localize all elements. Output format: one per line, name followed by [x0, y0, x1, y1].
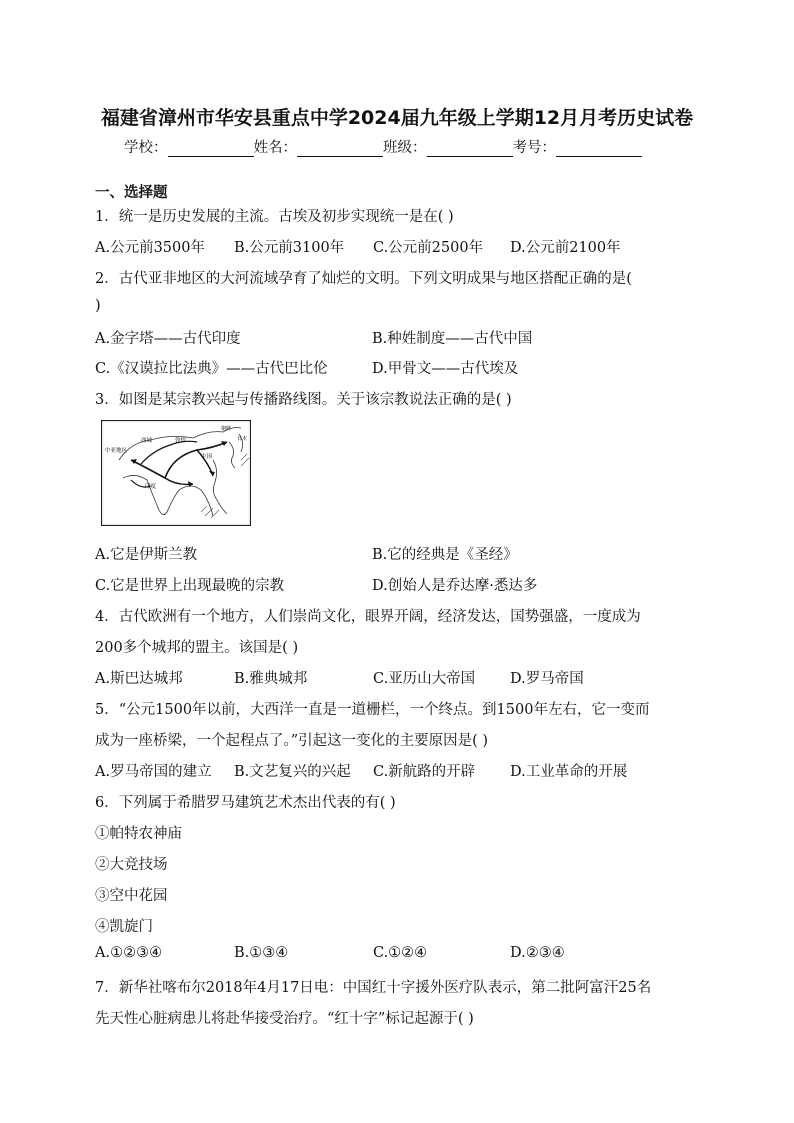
- q6-option-d[interactable]: D.②③④: [510, 945, 565, 961]
- q4-stem-line1: 4．古代欧洲有一个地方，人们崇尚文化，眼界开阔，经济发达，国势强盛，一度成为: [95, 609, 641, 625]
- q3-stem: 3．如图是某宗教兴起与传播路线图。关于该宗教说法正确的是( ): [95, 392, 512, 408]
- number-blank[interactable]: [556, 142, 642, 157]
- map-label-korea: 朝鲜: [221, 426, 232, 432]
- q6-item-2: ②大竞技场: [95, 857, 168, 873]
- q2-stem-line2: ): [95, 298, 101, 314]
- q5-option-b[interactable]: B.文艺复兴的兴起: [234, 764, 351, 780]
- q6-option-a[interactable]: A.①②③④: [95, 945, 163, 961]
- q7-stem-line1: 7．新华社喀布尔2018年4月17日电：中国红十字援外医疗队表示，第二批阿富汗25名: [95, 980, 652, 996]
- q6-option-b[interactable]: B.①③④: [234, 945, 289, 961]
- q5-stem-line2: 成为一座桥梁，一个起程点了。”引起这一变化的主要原因是( ): [95, 733, 489, 749]
- q6-item-4: ④凯旋门: [95, 919, 153, 935]
- school-blank[interactable]: [168, 142, 254, 157]
- map-label-india: 印度: [145, 484, 157, 490]
- q2-option-c[interactable]: C.《汉谟拉比法典》——古代巴比伦: [95, 361, 328, 377]
- section-heading: 一、选择题: [95, 185, 168, 201]
- q5-option-c[interactable]: C.新航路的开辟: [373, 764, 476, 780]
- q6-option-c[interactable]: C.①②④: [373, 945, 428, 961]
- q4-option-a[interactable]: A.斯巴达城邦: [95, 671, 183, 687]
- name-blank[interactable]: [297, 142, 383, 157]
- q1-option-c[interactable]: C.公元前2500年: [373, 240, 484, 256]
- q6-item-1: ①帕特农神庙: [95, 826, 182, 842]
- q2-stem-line1: 2．古代亚非地区的大河流域孕育了灿烂的文明。下列文明成果与地区搭配正确的是(: [95, 271, 632, 287]
- q7-stem-line2: 先天性心脏病患儿将赴华接受治疗。“红十字”标记起源于( ): [95, 1011, 474, 1027]
- q2-option-d[interactable]: D.甲骨文——古代埃及: [372, 361, 519, 377]
- map-label-dunhuang: 敦煌: [175, 438, 187, 444]
- q2-option-b[interactable]: B.种姓制度——古代中国: [372, 331, 533, 347]
- q1-option-d[interactable]: D.公元前2100年: [510, 240, 621, 256]
- map-label-central-asia: 中亚地区: [105, 448, 128, 454]
- class-label: 班级：: [383, 140, 427, 156]
- q3-option-a[interactable]: A.它是伊斯兰教: [95, 547, 198, 563]
- class-blank[interactable]: [427, 142, 513, 157]
- q1-option-b[interactable]: B.公元前3100年: [234, 240, 345, 256]
- q6-stem: 6．下列属于希腊罗马建筑艺术杰出代表的有( ): [95, 795, 396, 811]
- q5-stem-line1: 5．“公元1500年以前，大西洋一直是一道栅栏，一个终点。到1500年左右，它一变而: [95, 702, 650, 718]
- map-label-china: 中国: [201, 454, 213, 460]
- exam-title: 福建省漳州市华安县重点中学2024届九年级上学期12月月考历史试卷: [100, 107, 694, 129]
- map-label-japan: 日本: [237, 436, 248, 442]
- q5-option-d[interactable]: D.工业革命的开展: [510, 764, 628, 780]
- q4-option-c[interactable]: C.亚历山大帝国: [373, 671, 476, 687]
- q4-stem-line2: 200多个城邦的盟主。该国是( ): [95, 640, 299, 656]
- student-info-row: [124, 136, 642, 157]
- q3-option-b[interactable]: B.它的经典是《圣经》: [372, 547, 518, 563]
- q6-item-3: ③空中花园: [95, 888, 168, 904]
- q5-option-a[interactable]: A.罗马帝国的建立: [95, 764, 212, 780]
- q3-option-c[interactable]: C.它是世界上出现最晚的宗教: [95, 578, 285, 594]
- name-label: 姓名：: [253, 140, 297, 156]
- map-label-xiyu: 西域: [141, 438, 153, 444]
- q1-stem: 1．统一是历史发展的主流。古埃及初步实现统一是在( ): [95, 209, 454, 225]
- q2-option-a[interactable]: A.金字塔——古代印度: [95, 331, 241, 347]
- number-label: 考号：: [512, 140, 556, 156]
- q4-option-b[interactable]: B.雅典城邦: [234, 671, 308, 687]
- q1-option-a[interactable]: A.公元前3500年: [95, 240, 205, 256]
- school-label: 学校：: [124, 140, 168, 156]
- q4-option-d[interactable]: D.罗马帝国: [510, 671, 584, 687]
- q3-option-d[interactable]: D.创始人是乔达摩·悉达多: [372, 578, 538, 594]
- religion-spread-map: [101, 420, 251, 526]
